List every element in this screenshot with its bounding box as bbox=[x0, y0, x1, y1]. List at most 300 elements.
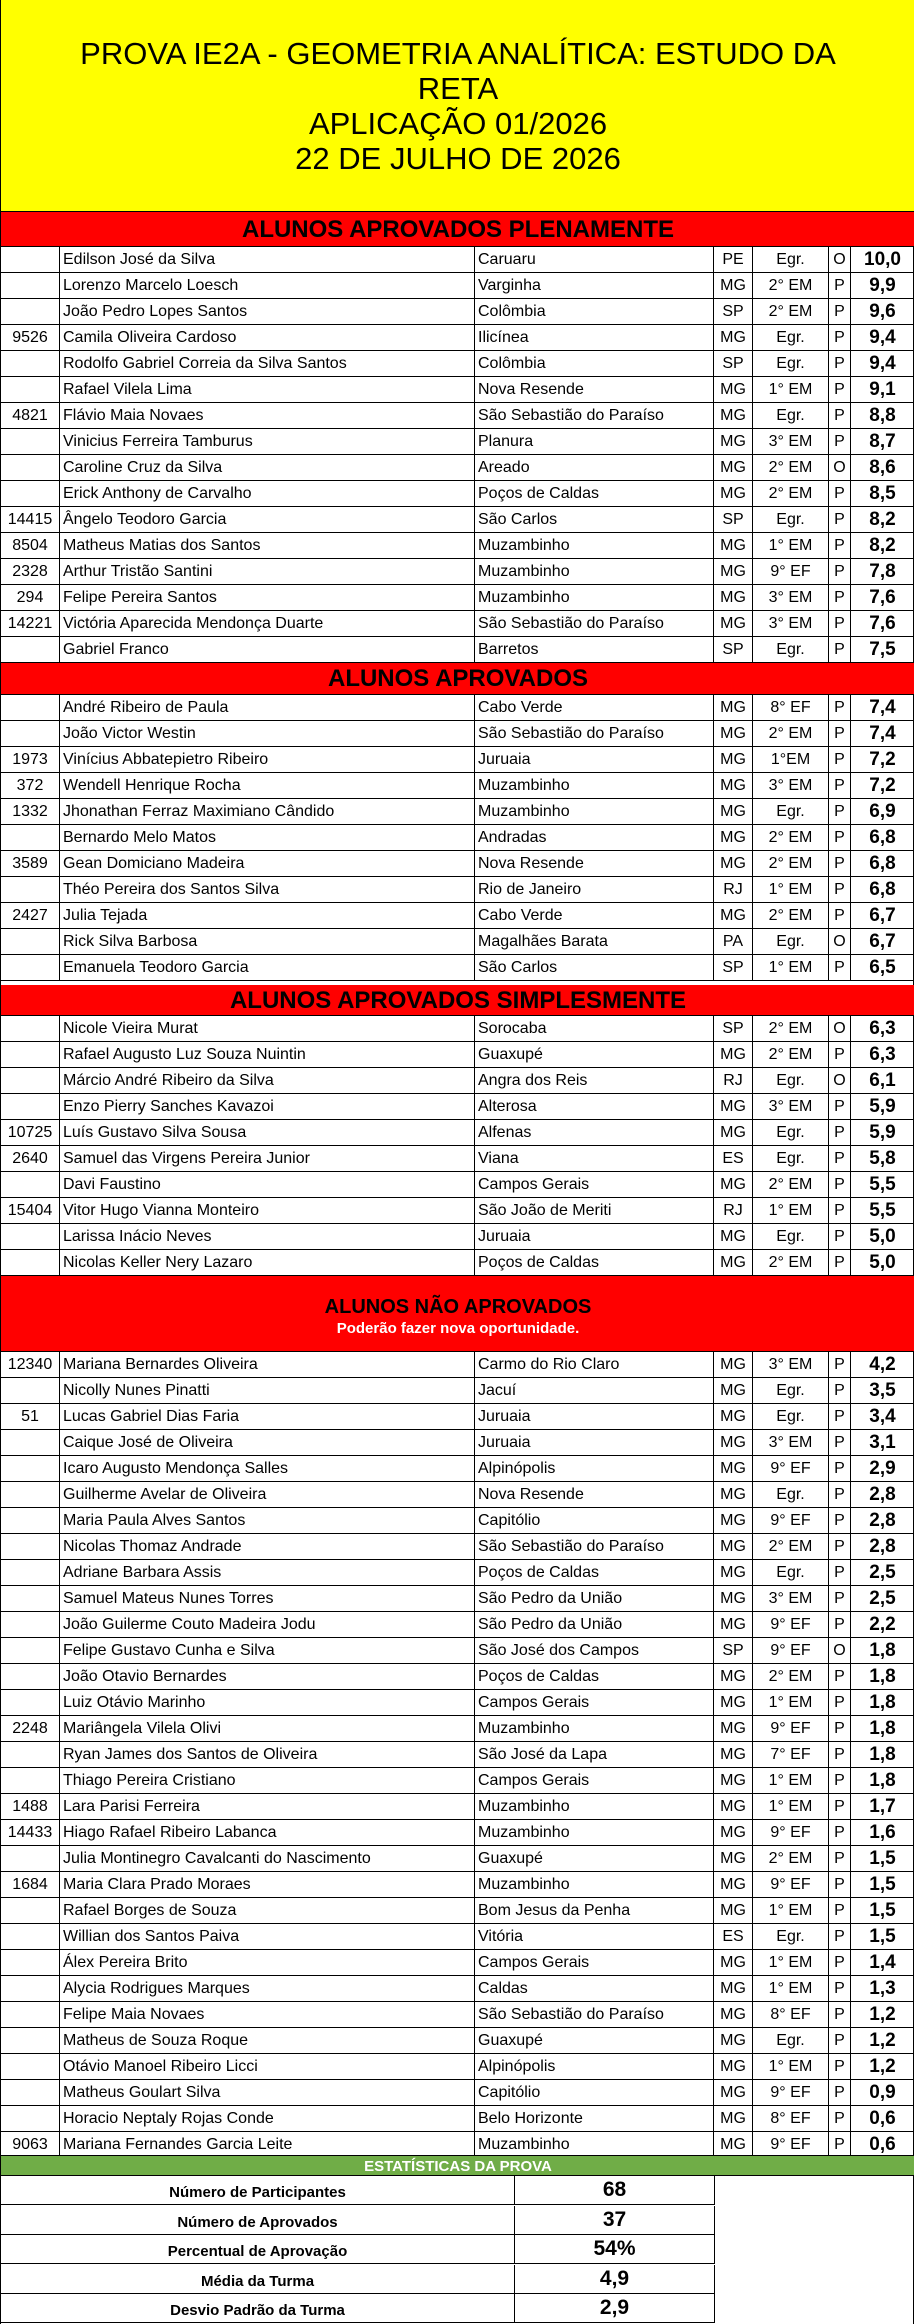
student-grade-level: 1° EM bbox=[753, 955, 829, 981]
student-score: 8,2 bbox=[869, 509, 896, 530]
student-grade-level: 2° EM bbox=[753, 851, 829, 877]
student-modality: P bbox=[829, 1820, 851, 1846]
student-city: Carmo do Rio Claro bbox=[475, 1352, 714, 1378]
student-id: 10725 bbox=[1, 1120, 60, 1146]
student-state: RJ bbox=[714, 1198, 753, 1224]
table-row bbox=[1, 247, 914, 273]
student-modality: P bbox=[829, 1352, 851, 1378]
student-score: 1,7 bbox=[869, 1796, 896, 1817]
student-city: Andradas bbox=[475, 825, 714, 851]
stat-label: Média da Turma bbox=[1, 2265, 515, 2294]
student-score: 2,8 bbox=[869, 1510, 896, 1531]
student-id: 9526 bbox=[1, 325, 60, 351]
student-name: Rodolfo Gabriel Correia da Silva Santos bbox=[60, 351, 475, 377]
section-header bbox=[1, 1276, 914, 1352]
student-grade-level: Egr. bbox=[753, 351, 829, 377]
student-state: MG bbox=[714, 721, 753, 747]
student-name: Nicolas Thomaz Andrade bbox=[60, 1534, 475, 1560]
student-id bbox=[1, 247, 60, 273]
student-id bbox=[1, 1482, 60, 1508]
table-row bbox=[1, 273, 914, 299]
student-id bbox=[1, 273, 60, 299]
stat-value: 2,9 bbox=[515, 2294, 715, 2323]
student-name: Victória Aparecida Mendonça Duarte bbox=[60, 611, 475, 637]
student-city: São Carlos bbox=[475, 955, 714, 981]
student-id: 8504 bbox=[1, 533, 60, 559]
student-id bbox=[1, 1172, 60, 1198]
student-state: MG bbox=[714, 695, 753, 721]
student-grade-level: Egr. bbox=[753, 929, 829, 955]
table-row bbox=[1, 955, 914, 981]
table-row bbox=[1, 695, 914, 721]
student-id bbox=[1, 929, 60, 955]
student-grade-level: 3° EM bbox=[753, 1430, 829, 1456]
student-modality: P bbox=[829, 585, 851, 611]
student-id bbox=[1, 1742, 60, 1768]
student-name: Adriane Barbara Assis bbox=[60, 1560, 475, 1586]
stat-label: Desvio Padrão da Turma bbox=[1, 2294, 515, 2323]
table-row bbox=[1, 403, 914, 429]
student-state: PA bbox=[714, 929, 753, 955]
student-state: MG bbox=[714, 1820, 753, 1846]
student-state: MG bbox=[714, 747, 753, 773]
student-id: 14221 bbox=[1, 611, 60, 637]
student-score: 2,8 bbox=[869, 1484, 896, 1505]
student-city: Colômbia bbox=[475, 351, 714, 377]
student-city: São Sebastião do Paraíso bbox=[475, 403, 714, 429]
student-grade-level: 1° EM bbox=[753, 377, 829, 403]
table-row bbox=[1, 377, 914, 403]
student-name: Davi Faustino bbox=[60, 1172, 475, 1198]
table-row bbox=[1, 1016, 914, 1042]
student-name: Ângelo Teodoro Garcia bbox=[60, 507, 475, 533]
student-state: MG bbox=[714, 1560, 753, 1586]
stat-row bbox=[1, 2265, 715, 2294]
student-name: Maria Paula Alves Santos bbox=[60, 1508, 475, 1534]
table-row bbox=[1, 299, 914, 325]
student-state: RJ bbox=[714, 877, 753, 903]
student-city: São Sebastião do Paraíso bbox=[475, 611, 714, 637]
student-city: Cabo Verde bbox=[475, 903, 714, 929]
document-title bbox=[1, 0, 914, 212]
student-id bbox=[1, 351, 60, 377]
student-id: 2328 bbox=[1, 559, 60, 585]
student-modality: P bbox=[829, 747, 851, 773]
student-grade-level: 8° EF bbox=[753, 695, 829, 721]
student-score: 9,9 bbox=[869, 275, 896, 296]
student-name: Matheus Goulart Silva bbox=[60, 2080, 475, 2106]
student-score: 6,7 bbox=[869, 931, 896, 952]
student-name: Alycia Rodrigues Marques bbox=[60, 1976, 475, 2002]
student-name: Emanuela Teodoro Garcia bbox=[60, 955, 475, 981]
student-score: 8,8 bbox=[869, 405, 896, 426]
student-name: Felipe Gustavo Cunha e Silva bbox=[60, 1638, 475, 1664]
student-modality: P bbox=[829, 1976, 851, 2002]
table-row bbox=[1, 747, 914, 773]
student-grade-level: Egr. bbox=[753, 1146, 829, 1172]
table-row bbox=[1, 325, 914, 351]
student-grade-level: 2° EM bbox=[753, 1534, 829, 1560]
student-grade-level: 1° EM bbox=[753, 1690, 829, 1716]
student-state: MG bbox=[714, 1716, 753, 1742]
student-name: Wendell Henrique Rocha bbox=[60, 773, 475, 799]
student-grade-level: Egr. bbox=[753, 1482, 829, 1508]
student-city: Cabo Verde bbox=[475, 695, 714, 721]
student-name: Luís Gustavo Silva Sousa bbox=[60, 1120, 475, 1146]
student-city: Nova Resende bbox=[475, 851, 714, 877]
student-modality: P bbox=[829, 1664, 851, 1690]
student-name: Erick Anthony de Carvalho bbox=[60, 481, 475, 507]
student-score: 1,4 bbox=[869, 1952, 896, 1973]
student-id: 294 bbox=[1, 585, 60, 611]
student-score: 5,9 bbox=[869, 1096, 896, 1117]
student-grade-level: 3° EM bbox=[753, 1352, 829, 1378]
student-grade-level: Egr. bbox=[753, 1120, 829, 1146]
student-city: Planura bbox=[475, 429, 714, 455]
student-name: Nicole Vieira Murat bbox=[60, 1016, 475, 1042]
student-modality: P bbox=[829, 1482, 851, 1508]
student-modality: P bbox=[829, 611, 851, 637]
student-id: 1332 bbox=[1, 799, 60, 825]
student-grade-level: 9° EF bbox=[753, 2080, 829, 2106]
student-grade-level: 1° EM bbox=[753, 1794, 829, 1820]
student-id: 51 bbox=[1, 1404, 60, 1430]
student-state: MG bbox=[714, 1664, 753, 1690]
student-modality: P bbox=[829, 2002, 851, 2028]
student-city: Campos Gerais bbox=[475, 1768, 714, 1794]
stat-row bbox=[1, 2235, 715, 2264]
student-city: Caldas bbox=[475, 1976, 714, 2002]
student-score: 7,4 bbox=[869, 697, 896, 718]
table-row bbox=[1, 1482, 914, 1508]
student-modality: P bbox=[829, 1042, 851, 1068]
student-state: MG bbox=[714, 1794, 753, 1820]
student-id bbox=[1, 1068, 60, 1094]
table-row bbox=[1, 351, 914, 377]
student-state: MG bbox=[714, 455, 753, 481]
student-city: Juruaia bbox=[475, 1404, 714, 1430]
table-row bbox=[1, 1068, 914, 1094]
student-id bbox=[1, 1586, 60, 1612]
student-score: 2,9 bbox=[869, 1458, 896, 1479]
student-name: Samuel das Virgens Pereira Junior bbox=[60, 1146, 475, 1172]
student-grade-level: 1° EM bbox=[753, 1976, 829, 2002]
table-row bbox=[1, 1430, 914, 1456]
student-modality: P bbox=[829, 1872, 851, 1898]
stats-table bbox=[1, 2176, 914, 2324]
section-subtitle: Poderão fazer nova oportunidade. bbox=[336, 1320, 580, 1337]
table-row bbox=[1, 1172, 914, 1198]
student-name: Matheus Matias dos Santos bbox=[60, 533, 475, 559]
table-row bbox=[1, 851, 914, 877]
student-grade-level: Egr. bbox=[753, 247, 829, 273]
student-city: Guaxupé bbox=[475, 1042, 714, 1068]
student-grade-level: Egr. bbox=[753, 1378, 829, 1404]
student-city: São Pedro da União bbox=[475, 1586, 714, 1612]
student-city: São José dos Campos bbox=[475, 1638, 714, 1664]
student-state: MG bbox=[714, 1690, 753, 1716]
student-city: Alpinópolis bbox=[475, 1456, 714, 1482]
student-city: Muzambinho bbox=[475, 585, 714, 611]
student-state: MG bbox=[714, 1898, 753, 1924]
stat-value: 4,9 bbox=[515, 2265, 715, 2294]
student-score: 1,8 bbox=[869, 1666, 896, 1687]
student-state: ES bbox=[714, 1924, 753, 1950]
student-name: Vinícius Abbatepietro Ribeiro bbox=[60, 747, 475, 773]
student-score: 1,3 bbox=[869, 1978, 896, 1999]
student-id bbox=[1, 1016, 60, 1042]
student-name: Jhonathan Ferraz Maximiano Cândido bbox=[60, 799, 475, 825]
table-row bbox=[1, 455, 914, 481]
student-city: Muzambinho bbox=[475, 1716, 714, 1742]
student-city: Juruaia bbox=[475, 1430, 714, 1456]
student-score: 5,0 bbox=[869, 1252, 896, 1273]
student-state: MG bbox=[714, 559, 753, 585]
stat-label: Número de Aprovados bbox=[1, 2206, 515, 2235]
student-state: MG bbox=[714, 1172, 753, 1198]
table-row bbox=[1, 825, 914, 851]
section-title: ALUNOS APROVADOS bbox=[327, 665, 588, 692]
table-row bbox=[1, 1612, 914, 1638]
table-row bbox=[1, 1976, 914, 2002]
stat-row bbox=[1, 2206, 715, 2235]
student-id bbox=[1, 377, 60, 403]
student-name: Icaro Augusto Mendonça Salles bbox=[60, 1456, 475, 1482]
student-id bbox=[1, 1042, 60, 1068]
student-grade-level: 3° EM bbox=[753, 429, 829, 455]
student-city: Guaxupé bbox=[475, 2028, 714, 2054]
student-modality: P bbox=[829, 825, 851, 851]
stat-value: 37 bbox=[515, 2206, 715, 2235]
student-name: Márcio André Ribeiro da Silva bbox=[60, 1068, 475, 1094]
student-state: PE bbox=[714, 247, 753, 273]
student-name: Mariana Bernardes Oliveira bbox=[60, 1352, 475, 1378]
student-grade-level: Egr. bbox=[753, 637, 829, 663]
student-state: SP bbox=[714, 955, 753, 981]
student-modality: P bbox=[829, 851, 851, 877]
student-name: Flávio Maia Novaes bbox=[60, 403, 475, 429]
student-name: Willian dos Santos Paiva bbox=[60, 1924, 475, 1950]
student-grade-level: 1° EM bbox=[753, 2054, 829, 2080]
student-id: 372 bbox=[1, 773, 60, 799]
student-city: Poços de Caldas bbox=[475, 481, 714, 507]
student-id bbox=[1, 877, 60, 903]
student-city: São José da Lapa bbox=[475, 1742, 714, 1768]
student-name: Álex Pereira Brito bbox=[60, 1950, 475, 1976]
student-grade-level: Egr. bbox=[753, 1404, 829, 1430]
student-score: 0,9 bbox=[869, 2082, 896, 2103]
student-score: 1,8 bbox=[869, 1718, 896, 1739]
student-score: 10,0 bbox=[864, 249, 901, 270]
student-state: MG bbox=[714, 799, 753, 825]
student-score: 8,6 bbox=[869, 457, 896, 478]
student-city: Poços de Caldas bbox=[475, 1250, 714, 1276]
student-city: Barretos bbox=[475, 637, 714, 663]
table-row bbox=[1, 877, 914, 903]
student-grade-level: Egr. bbox=[753, 1068, 829, 1094]
student-id bbox=[1, 637, 60, 663]
student-id: 1684 bbox=[1, 1872, 60, 1898]
student-state: MG bbox=[714, 585, 753, 611]
student-state: MG bbox=[714, 1042, 753, 1068]
student-name: Caroline Cruz da Silva bbox=[60, 455, 475, 481]
student-grade-level: 9° EF bbox=[753, 1872, 829, 1898]
student-modality: O bbox=[829, 929, 851, 955]
student-score: 6,1 bbox=[869, 1070, 896, 1091]
student-name: Larissa Inácio Neves bbox=[60, 1224, 475, 1250]
student-id bbox=[1, 1508, 60, 1534]
student-modality: P bbox=[829, 877, 851, 903]
student-grade-level: 2° EM bbox=[753, 903, 829, 929]
student-id: 15404 bbox=[1, 1198, 60, 1224]
student-city: São Sebastião do Paraíso bbox=[475, 1534, 714, 1560]
table-row bbox=[1, 1690, 914, 1716]
student-id: 2248 bbox=[1, 1716, 60, 1742]
table-row bbox=[1, 1716, 914, 1742]
student-modality: P bbox=[829, 403, 851, 429]
student-state: MG bbox=[714, 1430, 753, 1456]
student-city: São João de Meriti bbox=[475, 1198, 714, 1224]
student-state: MG bbox=[714, 533, 753, 559]
student-city: Areado bbox=[475, 455, 714, 481]
student-id bbox=[1, 1638, 60, 1664]
section-header bbox=[1, 985, 914, 1016]
title-line: APLICAÇÃO 01/2026 bbox=[308, 105, 608, 141]
student-state: MG bbox=[714, 1508, 753, 1534]
student-score: 6,5 bbox=[869, 957, 896, 978]
table-row bbox=[1, 2054, 914, 2080]
student-modality: P bbox=[829, 1120, 851, 1146]
table-row bbox=[1, 1768, 914, 1794]
student-grade-level: Egr. bbox=[753, 1924, 829, 1950]
student-grade-level: Egr. bbox=[753, 325, 829, 351]
table-row bbox=[1, 2080, 914, 2106]
student-name: Horacio Neptaly Rojas Conde bbox=[60, 2106, 475, 2132]
student-grade-level: 7° EF bbox=[753, 1742, 829, 1768]
student-modality: P bbox=[829, 1198, 851, 1224]
student-city: Varginha bbox=[475, 273, 714, 299]
student-name: Vinicius Ferreira Tamburus bbox=[60, 429, 475, 455]
student-modality: P bbox=[829, 559, 851, 585]
student-city: São Sebastião do Paraíso bbox=[475, 2002, 714, 2028]
student-score: 3,4 bbox=[869, 1406, 896, 1427]
table-row bbox=[1, 2106, 914, 2132]
student-modality: P bbox=[829, 1846, 851, 1872]
student-grade-level: 1° EM bbox=[753, 1768, 829, 1794]
table-row bbox=[1, 1404, 914, 1430]
student-city: Guaxupé bbox=[475, 1846, 714, 1872]
student-city: Muzambinho bbox=[475, 1872, 714, 1898]
student-name: Camila Oliveira Cardoso bbox=[60, 325, 475, 351]
student-name: Nicolas Keller Nery Lazaro bbox=[60, 1250, 475, 1276]
student-state: MG bbox=[714, 2132, 753, 2158]
student-state: MG bbox=[714, 1768, 753, 1794]
student-state: MG bbox=[714, 1872, 753, 1898]
student-city: Muzambinho bbox=[475, 1820, 714, 1846]
student-modality: P bbox=[829, 1768, 851, 1794]
student-modality: P bbox=[829, 1612, 851, 1638]
student-grade-level: 9° EF bbox=[753, 1716, 829, 1742]
student-id bbox=[1, 1898, 60, 1924]
stat-value: 68 bbox=[515, 2176, 715, 2205]
student-score: 7,4 bbox=[869, 723, 896, 744]
section-title: ALUNOS NÃO APROVADOS bbox=[324, 1296, 592, 1318]
student-modality: P bbox=[829, 773, 851, 799]
student-score: 1,2 bbox=[869, 2056, 896, 2077]
student-modality: P bbox=[829, 1146, 851, 1172]
student-score: 0,6 bbox=[869, 2108, 896, 2129]
student-state: MG bbox=[714, 429, 753, 455]
student-modality: P bbox=[829, 1534, 851, 1560]
student-score: 6,7 bbox=[869, 905, 896, 926]
student-grade-level: 2° EM bbox=[753, 1250, 829, 1276]
student-state: MG bbox=[714, 2106, 753, 2132]
student-name: Lucas Gabriel Dias Faria bbox=[60, 1404, 475, 1430]
student-modality: P bbox=[829, 799, 851, 825]
student-name: Nicolly Nunes Pinatti bbox=[60, 1378, 475, 1404]
student-grade-level: 1° EM bbox=[753, 877, 829, 903]
student-city: São Sebastião do Paraíso bbox=[475, 721, 714, 747]
student-city: Nova Resende bbox=[475, 377, 714, 403]
student-name: Rick Silva Barbosa bbox=[60, 929, 475, 955]
stat-value: 54% bbox=[515, 2235, 715, 2264]
student-grade-level: 9° EF bbox=[753, 1612, 829, 1638]
student-score: 6,3 bbox=[869, 1018, 896, 1039]
student-grade-level: 2° EM bbox=[753, 481, 829, 507]
student-city: Capitólio bbox=[475, 2080, 714, 2106]
student-state: SP bbox=[714, 507, 753, 533]
student-grade-level: 2° EM bbox=[753, 1664, 829, 1690]
student-score: 1,8 bbox=[869, 1744, 896, 1765]
student-id bbox=[1, 721, 60, 747]
student-grade-level: 3° EM bbox=[753, 1586, 829, 1612]
table-row bbox=[1, 1456, 914, 1482]
table-row bbox=[1, 1378, 914, 1404]
student-score: 7,2 bbox=[869, 775, 896, 796]
student-grade-level: 8° EF bbox=[753, 2002, 829, 2028]
student-modality: P bbox=[829, 1508, 851, 1534]
student-name: Otávio Manoel Ribeiro Licci bbox=[60, 2054, 475, 2080]
student-modality: P bbox=[829, 2106, 851, 2132]
student-state: MG bbox=[714, 2028, 753, 2054]
student-city: Angra dos Reis bbox=[475, 1068, 714, 1094]
student-modality: P bbox=[829, 1560, 851, 1586]
student-city: Magalhães Barata bbox=[475, 929, 714, 955]
student-modality: O bbox=[829, 1068, 851, 1094]
student-score: 7,6 bbox=[869, 613, 896, 634]
student-state: MG bbox=[714, 1250, 753, 1276]
student-state: MG bbox=[714, 1378, 753, 1404]
section-header bbox=[1, 212, 914, 247]
section-title: ALUNOS APROVADOS PLENAMENTE bbox=[241, 216, 675, 243]
student-id bbox=[1, 1950, 60, 1976]
title-line: RETA bbox=[417, 70, 499, 106]
student-grade-level: 1° EM bbox=[753, 1198, 829, 1224]
student-name: Matheus de Souza Roque bbox=[60, 2028, 475, 2054]
student-grade-level: 9° EF bbox=[753, 559, 829, 585]
student-name: Julia Montinegro Cavalcanti do Nascimento bbox=[60, 1846, 475, 1872]
student-city: Poços de Caldas bbox=[475, 1560, 714, 1586]
student-grade-level: 2° EM bbox=[753, 721, 829, 747]
student-grade-level: 2° EM bbox=[753, 1042, 829, 1068]
student-score: 1,5 bbox=[869, 1926, 896, 1947]
student-id: 1973 bbox=[1, 747, 60, 773]
table-row bbox=[1, 1120, 914, 1146]
table-row bbox=[1, 1586, 914, 1612]
student-score: 3,1 bbox=[869, 1432, 896, 1453]
student-modality: P bbox=[829, 1378, 851, 1404]
table-row bbox=[1, 1742, 914, 1768]
